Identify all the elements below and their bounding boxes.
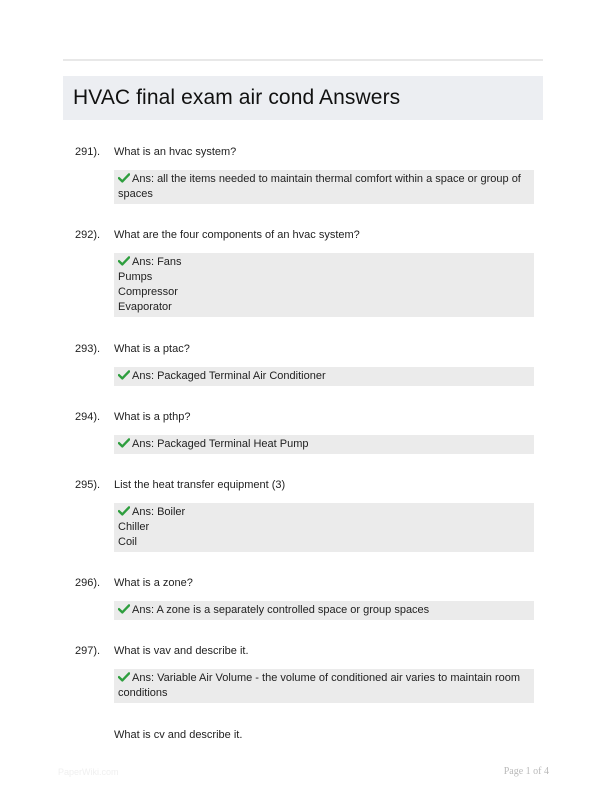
title-band (63, 76, 543, 120)
answer-box (114, 503, 534, 552)
answer-text: Chiller (118, 521, 150, 533)
question-number: 291). (75, 146, 101, 158)
question-text: What is cv and describe it. (114, 729, 243, 741)
page-title: HVAC final exam air cond Answers (73, 86, 401, 109)
answer-first-line (118, 172, 530, 187)
check-icon (118, 256, 130, 266)
answer-first-line (118, 437, 530, 452)
answer-text: Ans: Variable Air Volume - the volume of conditioned air varies to maintain room (132, 672, 521, 684)
answer-first-line (118, 505, 530, 520)
check-icon (118, 604, 130, 614)
answer-text: Evaporator (118, 301, 172, 313)
answer-text: Ans: Packaged Terminal Air Conditioner (132, 370, 326, 382)
answer-line (118, 285, 530, 300)
check-icon (118, 672, 130, 682)
top-divider (63, 59, 543, 61)
answer-text: Ans: Fans (132, 256, 182, 268)
question-number: 296). (75, 577, 101, 589)
answer-box (114, 601, 534, 620)
question-number: 297). (75, 645, 101, 657)
answer-first-line (118, 255, 530, 270)
answer-text: conditions (118, 687, 168, 699)
footer-watermark: PaperWiki.com (58, 767, 119, 777)
answer-first-line (118, 603, 530, 618)
answer-box (114, 253, 534, 317)
question-number: 292). (75, 229, 101, 241)
answer-line (118, 187, 530, 202)
answer-box (114, 435, 534, 454)
check-icon (118, 438, 130, 448)
answer-box (114, 170, 534, 204)
question-text: What is a pthp? (114, 411, 191, 423)
question-number: 294). (75, 411, 101, 423)
question-text: List the heat transfer equipment (3) (114, 479, 286, 491)
answer-text: Coil (118, 536, 137, 548)
answer-text: Ans: all the items needed to maintain thermal comfort within a space or group of (132, 173, 521, 185)
answer-text: Pumps (118, 271, 153, 283)
question-number: 295). (75, 479, 101, 491)
check-icon (118, 173, 130, 183)
question-number: 293). (75, 343, 101, 355)
question-text: What are the four components of an hvac system? (114, 229, 360, 241)
answer-text: Compressor (118, 286, 178, 298)
answer-line (118, 270, 530, 285)
question-text: What is vav and describe it. (114, 645, 249, 657)
page-number: Page 1 of 4 (503, 766, 549, 777)
answer-text: spaces (118, 188, 153, 200)
question-text: What is a zone? (114, 577, 193, 589)
answer-line (118, 300, 530, 315)
answer-line (118, 535, 530, 550)
answer-line (118, 520, 530, 535)
answer-box (114, 669, 534, 703)
check-icon (118, 506, 130, 516)
answer-text: Ans: Packaged Terminal Heat Pump (132, 438, 309, 450)
question-text: What is a ptac? (114, 343, 190, 355)
answer-first-line (118, 671, 530, 686)
answer-first-line (118, 369, 530, 384)
question-text: What is an hvac system? (114, 146, 237, 158)
answer-text: Ans: A zone is a separately controlled space or group spaces (132, 604, 430, 616)
answer-text: Ans: Boiler (132, 506, 186, 518)
answer-box (114, 367, 534, 386)
check-icon (118, 370, 130, 380)
answer-line (118, 686, 530, 701)
